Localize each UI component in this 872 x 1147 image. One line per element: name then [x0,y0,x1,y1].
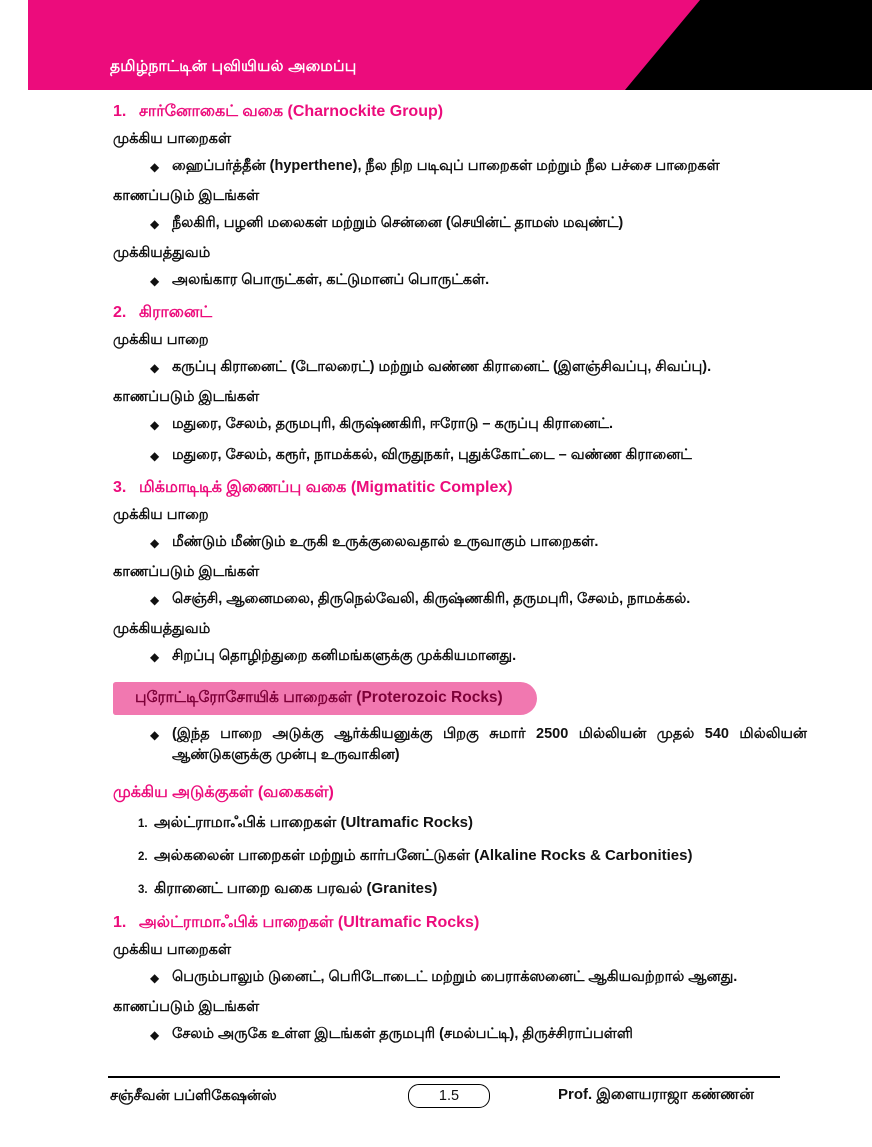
list-item-text: அல்ட்ராமாஃபிக் பாறைகள் (Ultramafic Rocks) [154,814,473,831]
sub-label: காணப்படும் இடங்கள் [113,999,260,1015]
sub-label: முக்கிய பாறைகள் [113,942,232,958]
diamond-bullet-icon: ◆ [150,971,160,985]
section-heading-2 [0,296,872,326]
list-item-text: ஹைப்பர்த்தீன் (hyperthene), நீல நிற படிவுப் பாறைகள் மற்றும் நீல பச்சை பாறைகள் [172,158,720,174]
list-item [0,409,872,440]
list-item-text: (இந்த பாறை அடுக்கு ஆர்க்கியனுக்கு பிறகு சுமார் 2500 மில்லியன் முதல் 540 மில்லியன் ஆண்டுகளுக்கு முன்பு உருவாகின) [172,726,807,763]
proterozoic-banner: புரோட்டிரோசோயிக் பாறைகள் (Proterozoic Rocks) [113,682,537,715]
list-item [0,1019,872,1050]
diamond-bullet-icon: ◆ [150,274,160,288]
section-number-ultramafic: 1. [113,914,127,931]
sub-label: முக்கியத்துவம் [113,245,211,261]
document-content [0,95,872,1050]
list-item-text: அல்கலைன் பாறைகள் மற்றும் கார்பனேட்டுகள் (Alkaline Rocks & Carbonities) [154,847,693,864]
list-item-text: அலங்கார பொருட்கள், கட்டுமானப் பொருட்கள். [172,272,490,288]
header-white-notch [0,0,20,90]
diamond-bullet-icon: ◆ [150,217,160,231]
list-item [0,265,872,296]
list-item [0,208,872,239]
list-item-text: நீலகிரி, பழனி மலைகள் மற்றும் சென்னை (செயின்ட் தாமஸ் மவுண்ட்) [172,215,624,231]
list-item-text: பெரும்பாலும் டுனைட், பெரிடோடைட் மற்றும் பைராக்ஸனைட் ஆகியவற்றால் ஆனது. [172,969,738,985]
section-number-3: 3. [113,479,127,496]
section-heading-1 [0,95,872,125]
list-item [0,962,872,993]
list-item [0,641,872,672]
diamond-bullet-icon: ◆ [150,1028,160,1042]
section-title-2: கிரானைட் [139,304,213,321]
list-item-text: மீண்டும் மீண்டும் உருகி உருக்குலைவதால் உருவாகும் பாறைகள். [172,534,599,550]
footer-publisher: சஞ்சீவன் பப்ளிகேஷன்ஸ் [110,1088,277,1104]
header-white-strip [20,0,28,90]
list-item [0,440,872,471]
list-item-number: 3. [138,884,148,896]
diamond-bullet-icon: ◆ [150,418,160,432]
footer-divider [108,1076,780,1078]
sub-label: முக்கிய பாறைகள் [113,131,232,147]
list-item-text: கருப்பு கிரானைட் (டோலரைட்) மற்றும் வண்ண கிரானைட் (இளஞ்சிவப்பு, சிவப்பு). [172,359,712,375]
sub-label: முக்கியத்துவம் [113,621,211,637]
list-item [0,584,872,615]
sub-label: காணப்படும் இடங்கள் [113,389,260,405]
list-item [0,840,872,873]
sub-label: காணப்படும் இடங்கள் [113,564,260,580]
list-item [0,151,872,182]
diamond-bullet-icon: ◆ [150,449,160,463]
list-item [0,873,872,906]
list-item-number: 2. [138,851,148,863]
section-heading-3 [0,471,872,501]
list-item-text: சிறப்பு தொழிற்துறை கனிமங்களுக்கு முக்கியமானது. [172,648,517,664]
list-item-text: கிரானைட் பாறை வகை பரவல் (Granites) [154,880,438,897]
section-title-3: மிக்மாடிடிக் இணைப்பு வகை (Migmatitic Complex) [139,479,513,496]
diamond-bullet-icon: ◆ [150,536,160,550]
sub-label: முக்கிய பாறை [113,507,209,523]
list-item [0,807,872,840]
page-footer [0,1082,872,1122]
proterozoic-banner-wrap [0,672,872,719]
sub-label: காணப்படும் இடங்கள் [113,188,260,204]
list-item [0,352,872,383]
section-title-1: சார்னோகைட் வகை (Charnockite Group) [139,103,444,120]
list-item [0,527,872,558]
list-item-text: செஞ்சி, ஆனைமலை, திருநெல்வேலி, கிருஷ்ணகிரி, தருமபுரி, சேலம், நாமக்கல். [172,591,691,607]
footer-author: Prof. இளையராஜா கண்ணன் [558,1086,754,1103]
list-item-text: மதுரை, சேலம், தருமபுரி, கிருஷ்ணகிரி, ஈரோடு – கருப்பு கிரானைட். [172,416,614,432]
header-title: தமிழ்நாட்டின் புவியியல் அமைப்பு [110,58,357,75]
page-number-badge: 1.5 [408,1084,490,1108]
diamond-bullet-icon: ◆ [150,593,160,607]
section-heading-ultramafic [0,906,872,936]
list-item-text: சேலம் அருகே உள்ள இடங்கள் தருமபுரி (சமல்பட்டி), திருச்சிராப்பள்ளி [172,1026,633,1042]
diamond-bullet-icon: ◆ [150,160,160,174]
section-title-ultramafic: அல்ட்ராமாஃபிக் பாறைகள் (Ultramafic Rocks) [139,914,480,931]
section-number-2: 2. [113,304,127,321]
section-number-1: 1. [113,103,127,120]
sub-label: முக்கிய பாறை [113,332,209,348]
layers-heading: முக்கிய அடுக்குகள் (வகைகள்) [113,784,334,801]
diamond-bullet-icon: ◆ [150,361,160,375]
page-header [0,0,872,90]
diamond-bullet-icon: ◆ [150,728,160,742]
list-item-text: மதுரை, சேலம், கரூர், நாமக்கல், விருதுநகர், புதுக்கோட்டை – வண்ண கிரானைட் [172,447,692,463]
list-item-number: 1. [138,818,148,830]
list-item [0,719,872,771]
diamond-bullet-icon: ◆ [150,650,160,664]
